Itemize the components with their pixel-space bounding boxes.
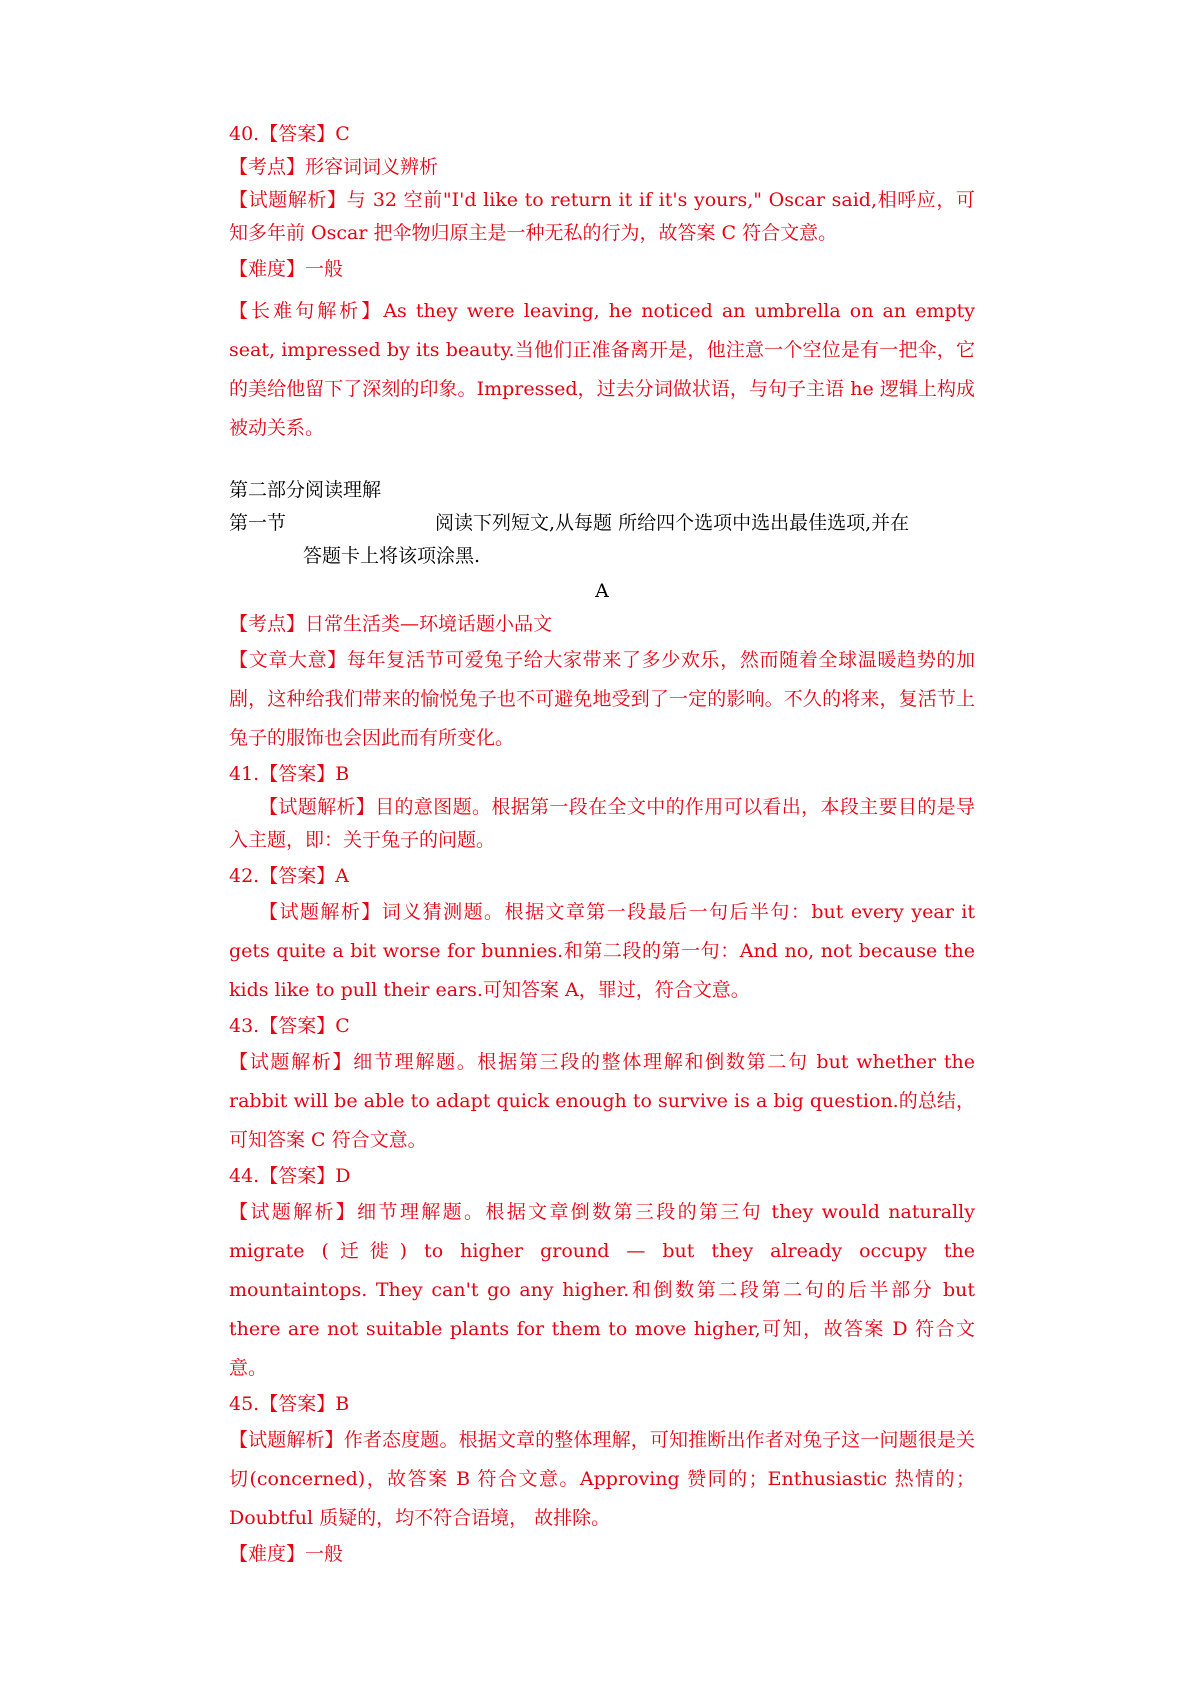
q43-analysis: 【试题解析】细节理解题。根据第三段的整体理解和倒数第二句 but whether the rabbit will be able to adapt quick enough to survive is a big question.的总结，可知答案 C 符合文意。 <box>229 1051 975 1151</box>
q40-answer: 40.【答案】C <box>229 123 350 145</box>
q45-analysis: 【试题解析】作者态度题。根据文章的整体理解，可知推断出作者对兔子这一问题很是关切(concerned)，故答案 B 符合文意。Approving 赞同的；Enthusiastic 热情的；Doubtful 质疑的，均不符合语境， 故排除。 <box>229 1429 975 1529</box>
section-text-2: 答题卡上将该项涂黑. <box>303 545 481 567</box>
q40-difficulty: 【难度】一般 <box>229 258 344 280</box>
q40-analysis: 【试题解析】与 32 空前"I'd like to return it if it's yours," Oscar said,相呼应，可知多年前 Oscar 把伞物归原主是一种无私的行为，故答案 C 符合文意。 <box>229 189 975 244</box>
section-instruction <box>229 507 975 540</box>
section-label: 第一节 <box>229 512 287 534</box>
q41-analysis: 【试题解析】目的意图题。根据第一段在全文中的作用可以看出，本段主要目的是导入主题，即：关于兔子的问题。 <box>229 796 975 851</box>
q44-analysis: 【试题解析】细节理解题。根据文章倒数第三段的第三句 they would naturally migrate (迁徙) to higher ground — but they already occupy the mountaintops. They can't go any higher.和倒数第二段第二句的后半部分 but there are not suitable plants for them to move higher,可知，故答案 D 符合文意。 <box>229 1201 975 1379</box>
q42-analysis: 【试题解析】词义猜测题。根据文章第一段最后一句后半句：but every year it gets quite a bit worse for bunnies.和第二段的第一句：And no, not because the kids like to pull their ears.可知答案 A，罪过，符合文意。 <box>229 901 975 1001</box>
q45-answer: 45.【答案】B <box>229 1393 350 1415</box>
q40-long-sentence: 【长难句解析】As they were leaving, he noticed an umbrella on an empty seat, impressed by its beauty.当他们正准备离开是，他注意一个空位是有一把伞，它的美给他留下了深刻的印象。Impressed，过去分词做状语，与句子主语 he 逻辑上构成被动关系。 <box>229 300 975 439</box>
q43-answer: 43.【答案】C <box>229 1015 350 1037</box>
document-page <box>229 118 975 1571</box>
section-text-1: 阅读下列短文,从每题 所给四个选项中选出最佳选项,并在 <box>435 512 910 534</box>
q45-difficulty: 【难度】一般 <box>229 1543 344 1565</box>
passage-a-kaodian: 【考点】日常生活类—环境话题小品文 <box>229 613 553 635</box>
q41-answer: 41.【答案】B <box>229 763 350 785</box>
passage-label: A <box>595 580 609 602</box>
passage-a-summary: 【文章大意】每年复活节可爱兔子给大家带来了多少欢乐，然而随着全球温暖趋势的加剧，这种给我们带来的愉悦兔子也不可避免地受到了一定的影响。不久的将来，复活节上兔子的服饰也会因此而有所变化。 <box>229 649 975 749</box>
q42-answer: 42.【答案】A <box>229 865 349 887</box>
q40-kaodian: 【考点】形容词词义辨析 <box>229 156 439 178</box>
q44-answer: 44.【答案】D <box>229 1165 351 1187</box>
part2-title: 第二部分阅读理解 <box>229 479 382 501</box>
